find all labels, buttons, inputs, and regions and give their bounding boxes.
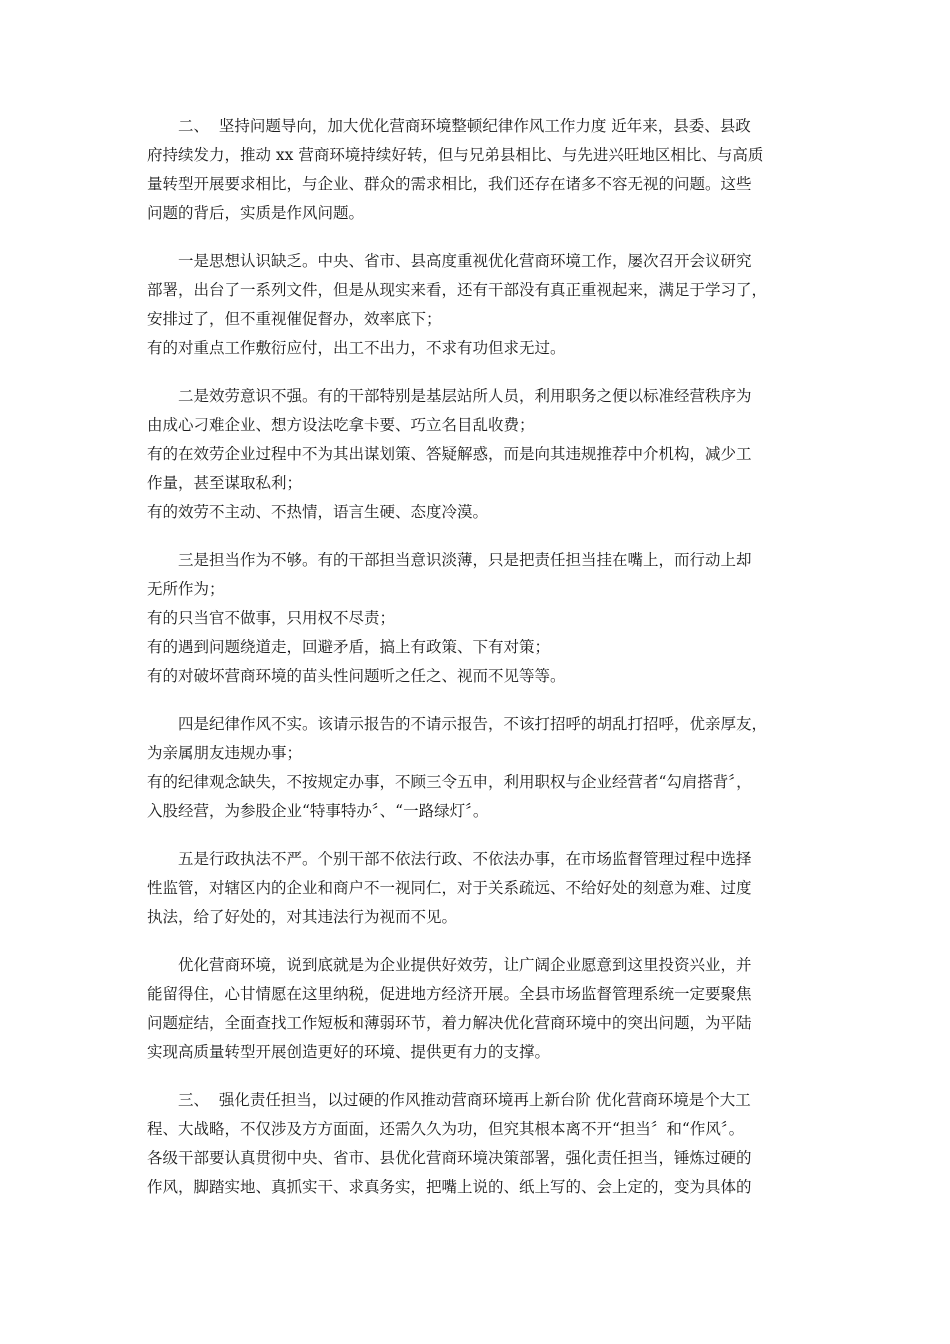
text-line: 有的效劳不主动、不热情，语言生硬、态度冷漠。 [147,503,489,521]
text-line: 优化营商环境，说到底就是为企业提供好效劳，让广阔企业愿意到这里投资兴业，并 [178,956,752,974]
paragraph [147,1086,805,1202]
text-line: 有的只当官不做事，只用权不尽责； [147,609,396,627]
paragraph [147,247,805,363]
text-line: 性监管，对辖区内的企业和商户不一视同仁，对于关系疏远、不给好处的刻意为难、过度 [147,879,752,897]
text-line: 二、 坚持问题导向，加大优化营商环境整顿纪律作风工作力度 近年来，县委、县政 [178,117,751,135]
text-line: 安排过了，但不重视催促督办，效率底下； [147,310,442,328]
text-line: 一是思想认识缺乏。中央、省市、县高度重视优化营商环境工作，屡次召开会议研究 [178,252,752,270]
text-line: 问题的背后，实质是作风问题。 [147,204,365,222]
text-line: 三、 强化责任担当，以过硬的作风推动营商环境再上新台阶 优化营商环境是个大工 [178,1091,751,1109]
text-line: 作量，甚至谋取私利； [147,474,303,492]
paragraph [147,845,805,932]
text-line: 实现高质量转型开展创造更好的环境、提供更有力的支撑。 [147,1043,551,1061]
text-line: 有的在效劳企业过程中不为其出谋划策、答疑解惑，而是向其违规推荐中介机构，减少工 [147,445,752,463]
text-line: 各级干部要认真贯彻中央、省市、县优化营商环境决策部署，强化责任担当，锤炼过硬的 [147,1149,752,1167]
text-line: 入股经营，为参股企业“特事特办〞、“一路绿灯〞。 [147,802,489,820]
paragraph [147,546,805,691]
text-line: 府持续发力，推动 xx 营商环境持续好转，但与兄弟县相比、与先进兴旺地区相比、与高质 [147,146,764,164]
text-line: 部署，出台了一系列文件，但是从现实来看，还有干部没有真正重视起来，满足于学习了， [147,281,768,299]
paragraph [147,112,805,228]
text-line: 有的遇到问题绕道走，回避矛盾，搞上有政策、下有对策； [147,638,551,656]
text-line: 作风，脚踏实地、真抓实干、求真务实，把嘴上说的、纸上写的、会上定的，变为具体的 [147,1178,752,1196]
text-line: 程、大战略，不仅涉及方方面面，还需久久为功，但究其根本离不开“担当〞和“作风〞。 [147,1120,745,1138]
text-line: 二是效劳意识不强。有的干部特别是基层站所人员，利用职务之便以标准经营秩序为 [178,387,752,405]
text-line: 三是担当作为不够。有的干部担当意识淡薄，只是把责任担当挂在嘴上，而行动上却 [178,551,752,569]
paragraph [147,951,805,1067]
text-line: 由成心刁难企业、想方设法吃拿卡要、巧立名目乱收费； [147,416,535,434]
document-page [147,112,805,1221]
paragraph [147,382,805,527]
text-line: 能留得住，心甘情愿在这里纳税，促进地方经济开展。全县市场监督管理系统一定要聚焦 [147,985,752,1003]
text-line: 有的对重点工作敷衍应付，出工不出力，不求有功但求无过。 [147,339,566,357]
text-line: 四是纪律作风不实。该请示报告的不请示报告，不该打招呼的胡乱打招呼，优亲厚友， [178,715,768,733]
text-line: 量转型开展要求相比，与企业、群众的需求相比，我们还存在诸多不容无视的问题。这些 [147,175,752,193]
text-line: 问题症结，全面查找工作短板和薄弱环节，着力解决优化营商环境中的突出问题，为平陆 [147,1014,752,1032]
text-line: 五是行政执法不严。个别干部不依法行政、不依法办事，在市场监督管理过程中选择 [178,850,752,868]
text-line: 有的纪律观念缺失，不按规定办事，不顾三令五申，利用职权与企业经营者“勾肩搭背〞， [147,773,752,791]
text-line: 有的对破坏营商环境的苗头性问题听之任之、视而不见等等。 [147,667,566,685]
text-line: 执法，给了好处的，对其违法行为视而不见。 [147,908,458,926]
paragraph [147,710,805,826]
text-line: 为亲属朋友违规办事； [147,744,303,762]
text-line: 无所作为； [147,580,225,598]
